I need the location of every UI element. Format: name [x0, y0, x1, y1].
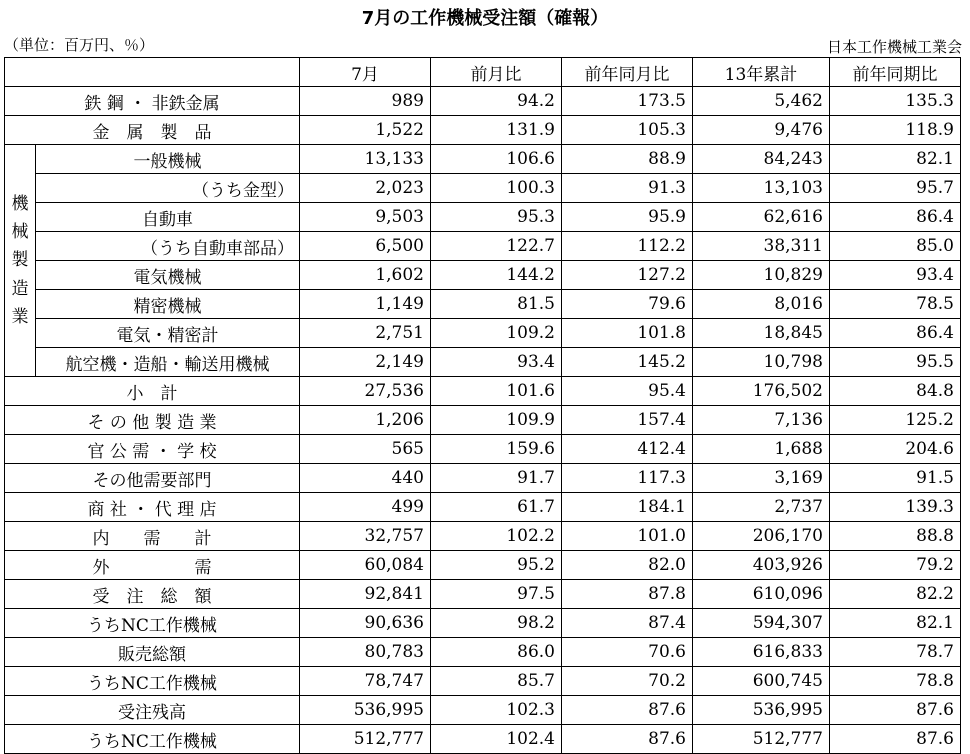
table-cell: 13,133 — [300, 145, 431, 174]
table-cell: 91.7 — [431, 464, 562, 493]
table-cell: 8,016 — [693, 290, 830, 319]
table-cell: 61.7 — [431, 493, 562, 522]
table-cell: 145.2 — [562, 348, 693, 377]
table-cell: 78.7 — [830, 638, 961, 667]
organization-name: 日本工作機械工業会 — [826, 38, 962, 56]
table-cell: 78.8 — [830, 667, 961, 696]
table-cell: 109.2 — [431, 319, 562, 348]
table-cell: 1,522 — [300, 116, 431, 145]
table-row — [5, 116, 961, 145]
table-cell: 84.8 — [830, 377, 961, 406]
table-cell: 989 — [300, 87, 431, 116]
table-row — [5, 609, 961, 638]
table-row — [5, 377, 961, 406]
table-cell: 512,777 — [300, 725, 431, 754]
table-cell: 82.0 — [562, 551, 693, 580]
table-row — [5, 696, 961, 725]
page-title: 7月の工作機械受注額（確報） — [361, 8, 609, 29]
header-row — [5, 58, 961, 87]
table-cell: 499 — [300, 493, 431, 522]
table-cell: 536,995 — [300, 696, 431, 725]
table-cell: 98.2 — [431, 609, 562, 638]
header-blank — [5, 58, 300, 87]
table-row — [5, 725, 961, 754]
orders-table — [4, 57, 961, 754]
table-cell: 173.5 — [562, 87, 693, 116]
table-cell: 70.6 — [562, 638, 693, 667]
table-cell: 87.6 — [562, 725, 693, 754]
row-label: （うち自動車部品） — [36, 232, 300, 261]
table-cell: 1,149 — [300, 290, 431, 319]
table-row — [5, 232, 961, 261]
table-cell: 80,783 — [300, 638, 431, 667]
table-cell: 594,307 — [693, 609, 830, 638]
column-header: 13年累計 — [693, 58, 830, 87]
table-cell: 412.4 — [562, 435, 693, 464]
table-cell: 18,845 — [693, 319, 830, 348]
table-cell: 2,737 — [693, 493, 830, 522]
table-cell: 79.2 — [830, 551, 961, 580]
row-label: 受 注 総 額 — [5, 580, 300, 609]
table-cell: 86.0 — [431, 638, 562, 667]
table-cell: 122.7 — [431, 232, 562, 261]
table-cell: 135.3 — [830, 87, 961, 116]
table-cell: 13,103 — [693, 174, 830, 203]
table-cell: 184.1 — [562, 493, 693, 522]
row-label: そ の 他 製 造 業 — [5, 406, 300, 435]
column-header: 7月 — [300, 58, 431, 87]
row-label: 内 需 計 — [5, 522, 300, 551]
table-cell: 62,616 — [693, 203, 830, 232]
row-label: 外 需 — [5, 551, 300, 580]
table-cell: 86.4 — [830, 203, 961, 232]
table-cell: 5,462 — [693, 87, 830, 116]
table-cell: 106.6 — [431, 145, 562, 174]
table-cell: 88.8 — [830, 522, 961, 551]
table-cell: 118.9 — [830, 116, 961, 145]
table-cell: 565 — [300, 435, 431, 464]
table-cell: 38,311 — [693, 232, 830, 261]
row-label: うちNC工作機械 — [5, 667, 300, 696]
row-label: その他需要部門 — [5, 464, 300, 493]
table-row — [5, 522, 961, 551]
table-cell: 91.5 — [830, 464, 961, 493]
table-cell: 102.3 — [431, 696, 562, 725]
table-cell: 157.4 — [562, 406, 693, 435]
row-label: 精密機械 — [36, 290, 300, 319]
table-row — [5, 493, 961, 522]
table-cell: 87.6 — [830, 725, 961, 754]
table-cell: 85.7 — [431, 667, 562, 696]
table-cell: 616,833 — [693, 638, 830, 667]
table-cell: 144.2 — [431, 261, 562, 290]
table-cell: 86.4 — [830, 319, 961, 348]
row-label: 電気・精密計 — [36, 319, 300, 348]
table-cell: 101.0 — [562, 522, 693, 551]
table-cell: 2,751 — [300, 319, 431, 348]
table-row — [5, 87, 961, 116]
table-cell: 95.4 — [562, 377, 693, 406]
table-cell: 90,636 — [300, 609, 431, 638]
table-cell: 87.8 — [562, 580, 693, 609]
table-cell: 102.2 — [431, 522, 562, 551]
row-label: 電気機械 — [36, 261, 300, 290]
table-cell: 204.6 — [830, 435, 961, 464]
table-cell: 94.2 — [431, 87, 562, 116]
table-cell: 101.8 — [562, 319, 693, 348]
table-cell: 9,503 — [300, 203, 431, 232]
table-row — [5, 551, 961, 580]
table-cell: 78.5 — [830, 290, 961, 319]
table-cell: 102.4 — [431, 725, 562, 754]
table-row — [5, 145, 961, 174]
row-label: （うち金型） — [36, 174, 300, 203]
row-label: 鉄 鋼 ・ 非鉄金属 — [5, 87, 300, 116]
table-cell: 403,926 — [693, 551, 830, 580]
table-cell: 95.3 — [431, 203, 562, 232]
table-row — [5, 319, 961, 348]
table-cell: 91.3 — [562, 174, 693, 203]
column-header: 前年同月比 — [562, 58, 693, 87]
table-cell: 109.9 — [431, 406, 562, 435]
group-label — [5, 145, 36, 377]
table-cell: 3,169 — [693, 464, 830, 493]
table-cell: 27,536 — [300, 377, 431, 406]
table-cell: 70.2 — [562, 667, 693, 696]
table-cell: 536,995 — [693, 696, 830, 725]
table-cell: 10,798 — [693, 348, 830, 377]
row-label: 自動車 — [36, 203, 300, 232]
table-cell: 82.1 — [830, 145, 961, 174]
table-cell: 6,500 — [300, 232, 431, 261]
table-row — [5, 261, 961, 290]
table-cell: 88.9 — [562, 145, 693, 174]
unit-note: （単位：百万円、％） — [4, 36, 155, 54]
row-label: 金 属 製 品 — [5, 116, 300, 145]
group-label-text: 機械製造業 — [11, 194, 29, 327]
table-cell: 440 — [300, 464, 431, 493]
row-label: 販売総額 — [5, 638, 300, 667]
table-cell: 84,243 — [693, 145, 830, 174]
column-header: 前年同期比 — [830, 58, 961, 87]
table-cell: 127.2 — [562, 261, 693, 290]
row-label: うちNC工作機械 — [5, 725, 300, 754]
table-cell: 117.3 — [562, 464, 693, 493]
table-cell: 85.0 — [830, 232, 961, 261]
table-cell: 7,136 — [693, 406, 830, 435]
table-cell: 9,476 — [693, 116, 830, 145]
table-cell: 78,747 — [300, 667, 431, 696]
table-row — [5, 464, 961, 493]
table-cell: 131.9 — [431, 116, 562, 145]
table-row — [5, 174, 961, 203]
table-cell: 93.4 — [431, 348, 562, 377]
table-cell: 95.9 — [562, 203, 693, 232]
table-cell: 60,084 — [300, 551, 431, 580]
row-label: うちNC工作機械 — [5, 609, 300, 638]
table-cell: 206,170 — [693, 522, 830, 551]
row-label: 官 公 需 ・ 学 校 — [5, 435, 300, 464]
table-row — [5, 638, 961, 667]
table-cell: 95.2 — [431, 551, 562, 580]
table-cell: 87.4 — [562, 609, 693, 638]
table-cell: 87.6 — [562, 696, 693, 725]
table-row — [5, 580, 961, 609]
table-cell: 82.2 — [830, 580, 961, 609]
table-row — [5, 203, 961, 232]
table-cell: 101.6 — [431, 377, 562, 406]
table-cell: 1,602 — [300, 261, 431, 290]
table-cell: 10,829 — [693, 261, 830, 290]
column-header: 前月比 — [431, 58, 562, 87]
table-row — [5, 406, 961, 435]
table-cell: 97.5 — [431, 580, 562, 609]
table-row — [5, 435, 961, 464]
row-label: 航空機・造船・輸送用機械 — [36, 348, 300, 377]
table-cell: 1,206 — [300, 406, 431, 435]
table-cell: 95.5 — [830, 348, 961, 377]
table-cell: 105.3 — [562, 116, 693, 145]
table-cell: 512,777 — [693, 725, 830, 754]
row-label: 一般機械 — [36, 145, 300, 174]
row-label: 小 計 — [5, 377, 300, 406]
table-cell: 610,096 — [693, 580, 830, 609]
table-cell: 87.6 — [830, 696, 961, 725]
table-cell: 92,841 — [300, 580, 431, 609]
table-cell: 2,023 — [300, 174, 431, 203]
table-cell: 82.1 — [830, 609, 961, 638]
table-cell: 81.5 — [431, 290, 562, 319]
table-cell: 176,502 — [693, 377, 830, 406]
table-cell: 2,149 — [300, 348, 431, 377]
row-label: 受注残高 — [5, 696, 300, 725]
table-cell: 79.6 — [562, 290, 693, 319]
table-row — [5, 667, 961, 696]
table-cell: 32,757 — [300, 522, 431, 551]
table-cell: 125.2 — [830, 406, 961, 435]
table-cell: 139.3 — [830, 493, 961, 522]
table-cell: 112.2 — [562, 232, 693, 261]
table-cell: 1,688 — [693, 435, 830, 464]
table-row — [5, 290, 961, 319]
table-cell: 600,745 — [693, 667, 830, 696]
table-cell: 159.6 — [431, 435, 562, 464]
row-label: 商 社 ・ 代 理 店 — [5, 493, 300, 522]
table-cell: 95.7 — [830, 174, 961, 203]
table-cell: 93.4 — [830, 261, 961, 290]
table-row — [5, 348, 961, 377]
table-cell: 100.3 — [431, 174, 562, 203]
